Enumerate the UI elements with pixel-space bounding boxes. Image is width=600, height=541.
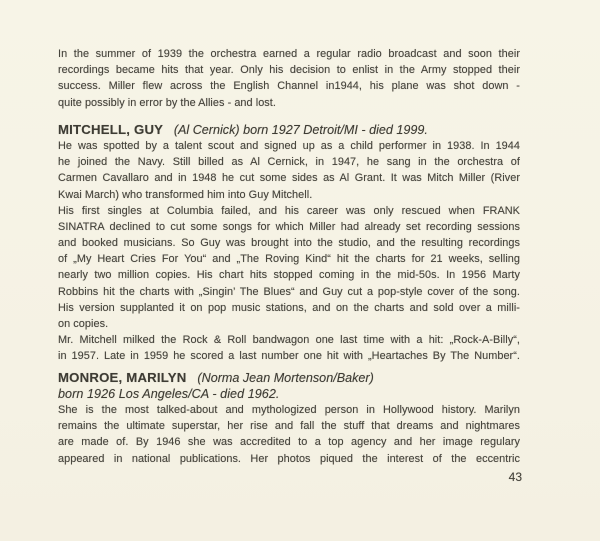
text-line: His version supplanted it on pop music stations, and on the charts and sold over a milli- bbox=[58, 301, 520, 314]
text-line: SINATRA declined to cut some songs for which Miller had already set recording sessions bbox=[58, 220, 520, 233]
artist-name: MITCHELL, GUY bbox=[58, 121, 163, 137]
paragraph-mitchell-2 bbox=[58, 203, 520, 333]
text-line: and booked musicians. So Guy was brought into the studio, and the resulting recordings bbox=[58, 237, 520, 250]
text-line: in 1957. Late in 1959 he scored a last number one hit with „Heartaches By The Number“. bbox=[58, 350, 520, 363]
text-line: on copies. bbox=[58, 318, 109, 330]
artist-name: MONROE, MARILYN bbox=[58, 369, 187, 385]
artist-details: (Al Cernick) born 1927 Detroit/MI - died 1999. bbox=[173, 122, 428, 137]
artist-details: (Norma Jean Mortenson/Baker) bbox=[197, 370, 374, 385]
page-content bbox=[58, 46, 520, 467]
text-line: In the summer of 1939 the orchestra earned a regular radio broadcast and soon their bbox=[58, 48, 520, 60]
text-line: He was spotted by a talent scout and signed up as a child performer in 1938. In 1944 bbox=[58, 139, 520, 152]
text-line: are made of. By 1946 she was accredited to a top agency and her image regulary bbox=[58, 436, 520, 449]
paragraph-mitchell-3 bbox=[58, 332, 520, 364]
entry-heading-monroe bbox=[58, 370, 520, 386]
text-line: recordings became hits that year. Only his decision to enlist in the Army stopped their bbox=[58, 64, 520, 77]
text-line: quite possibly in error by the Allies - and lost. bbox=[58, 96, 276, 109]
paragraph-mitchell-1 bbox=[58, 138, 520, 203]
text-line: His first singles at Columbia failed, and his career was only rescued when FRANK bbox=[58, 204, 520, 217]
text-line: She is the most talked-about and mythologized person in Hollywood history. Marilyn bbox=[58, 403, 520, 416]
artist-birth-line: born 1926 Los Angeles/CA - died 1962. bbox=[58, 386, 280, 401]
text-line: appeared in national publications. Her photos piqued the interest of the eccentric bbox=[58, 452, 520, 465]
page-number: 43 bbox=[508, 470, 522, 484]
text-line: success. Miller flew across the English Channel in1944, his plane was shot down - bbox=[58, 80, 520, 93]
text-line: he joined the Navy. Still billed as Al Cernick, in 1947, he sang in the orchestra of bbox=[58, 156, 520, 169]
text-line: Mr. Mitchell milked the Rock & Roll bandwagon one last time with a hit: „Rock-A-Billy“, bbox=[58, 334, 520, 347]
paragraph-monroe-1 bbox=[58, 402, 520, 467]
text-line: of „My Heart Cries For You“ and „The Roving Kind“ hit the charts for 21 weeks, selling bbox=[58, 253, 520, 266]
paragraph-miller-continuation bbox=[58, 46, 520, 111]
text-line: remains the ultimate superstar, her rise and fall the stuff that dreams and nightmares bbox=[58, 420, 520, 433]
section-gap bbox=[58, 111, 520, 122]
text-line: Carmen Cavallaro and in 1948 he cut some sides as Al Grant. It was Mitch Miller (River bbox=[58, 172, 520, 185]
text-line: nearly two million copies. His chart hits stopped coming in the mid-50s. In 1956 Marty bbox=[58, 269, 520, 282]
text-line: Robbins hit the charts with „Singin’ The Blues“ and Guy cut a pop-style cover of the song. bbox=[58, 285, 520, 298]
entry-heading-mitchell bbox=[58, 122, 520, 138]
text-line: Kwai March) who transformed him into Guy Mitchell. bbox=[58, 188, 313, 201]
